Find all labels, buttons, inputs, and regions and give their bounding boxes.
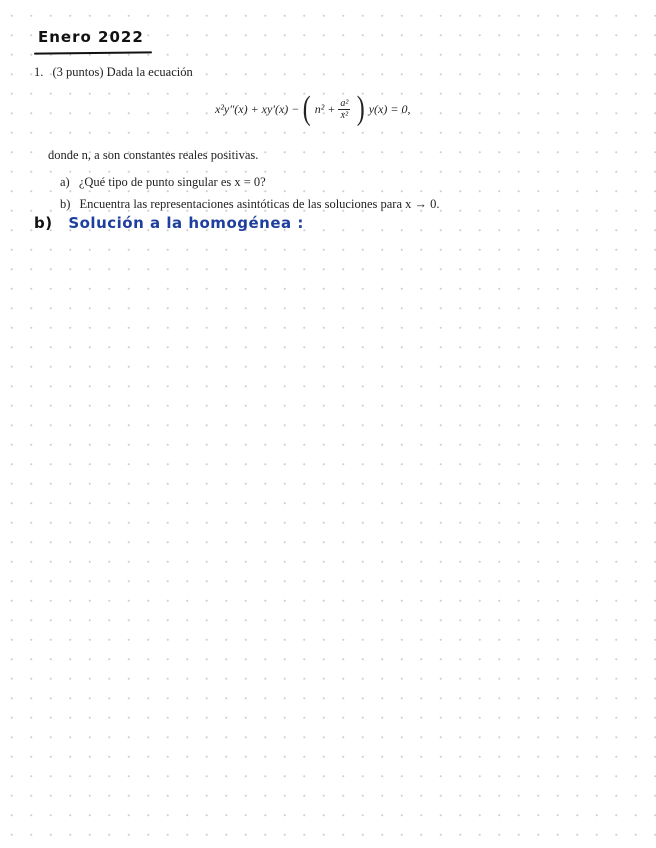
- problem-number: 1.: [34, 65, 44, 79]
- item-label: b): [60, 197, 71, 211]
- item-text: ¿Qué tipo de punto singular es x = 0?: [78, 175, 266, 189]
- fraction-denominator: x²: [340, 109, 349, 121]
- handwritten-note: [34, 214, 304, 232]
- question-item-a: [60, 175, 266, 190]
- heading-underline: [34, 51, 152, 54]
- question-item-b: [60, 197, 440, 212]
- handwritten-note-label: b): [34, 214, 53, 232]
- equation-rhs: y(x) = 0,: [368, 101, 411, 116]
- handwritten-heading: Enero 2022: [38, 28, 144, 46]
- fraction-numerator: a²: [340, 97, 349, 109]
- item-text: Encuentra las representaciones asintóticas de las soluciones para x → 0.: [79, 197, 440, 211]
- equation-n-term: n² +: [314, 101, 336, 116]
- handwritten-note-text: Solución a la homogénea :: [68, 214, 304, 232]
- left-paren: (: [303, 90, 311, 127]
- fraction: [338, 98, 350, 121]
- problem-statement: [34, 65, 193, 80]
- differential-equation: [215, 90, 411, 127]
- constants-description: donde n, a son constantes reales positivas.: [48, 148, 259, 162]
- problem-intro: (3 puntos) Dada la ecuación: [52, 65, 193, 79]
- equation-lhs: x²y″(x) + xy′(x) −: [215, 101, 300, 116]
- right-paren: ): [357, 90, 366, 127]
- item-label: a): [60, 175, 70, 189]
